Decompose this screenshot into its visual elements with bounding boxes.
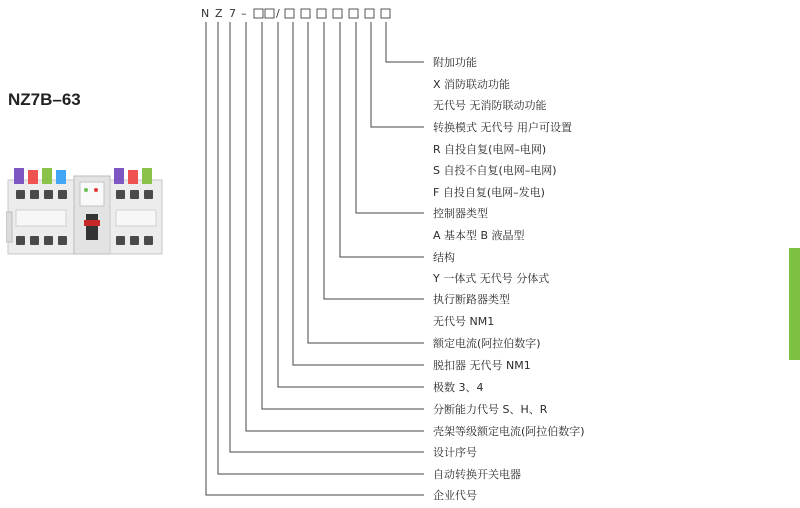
legend-item: 控制器类型 (433, 207, 488, 220)
legend-item: 企业代号 (433, 489, 477, 502)
code-legend (432, 55, 585, 502)
legend-item: 转换模式 无代号 用户可设置 (433, 121, 572, 134)
code-box (365, 9, 374, 18)
leader-line (218, 22, 424, 474)
code-box (349, 9, 358, 18)
code-char-dash: – (241, 7, 247, 20)
product-model-title: NZ7B–63 (8, 90, 81, 109)
code-box (317, 9, 326, 18)
leader-line (246, 22, 424, 431)
legend-item: Y 一体式 无代号 分体式 (433, 272, 550, 285)
leader-line (386, 22, 424, 62)
leader-line (308, 22, 424, 343)
leader-lines (206, 22, 424, 495)
code-box (301, 9, 310, 18)
legend-item: R 自投自复(电网–电网) (433, 143, 547, 156)
legend-item: 设计序号 (433, 446, 477, 459)
legend-item: 分断能力代号 S、H、R (433, 403, 548, 416)
legend-item: S 自投不自复(电网–电网) (433, 164, 557, 177)
legend-item: 脱扣器 无代号 NM1 (433, 359, 531, 372)
code-char-z: Z (215, 7, 224, 20)
leader-line (371, 22, 424, 127)
legend-item: 自动转换开关电器 (433, 468, 521, 481)
leader-line (293, 22, 424, 365)
legend-item: 极数 3、4 (433, 381, 484, 394)
leader-line (340, 22, 424, 257)
leader-line (206, 22, 424, 495)
leader-line (356, 22, 424, 213)
legend-item: A 基本型 B 液晶型 (433, 229, 525, 242)
legend-item: X 消防联动功能 (433, 78, 511, 91)
legend-item: 无代号 无消防联动功能 (433, 99, 547, 112)
leader-line (262, 22, 424, 409)
legend-item: 附加功能 (433, 56, 477, 69)
legend-item: 执行断路器类型 (433, 293, 510, 306)
code-box (285, 9, 294, 18)
legend-item: 结构 (433, 251, 455, 264)
legend-item: 额定电流(阿拉伯数字) (433, 337, 541, 350)
code-box (254, 9, 263, 18)
legend-item: 壳架等级额定电流(阿拉伯数字) (433, 425, 585, 438)
leader-line (278, 22, 424, 387)
code-box (265, 9, 274, 18)
model-code (201, 7, 390, 20)
code-slash: / (276, 7, 281, 20)
code-char-n: N (201, 7, 210, 20)
legend-item: F 自投自复(电网–发电) (433, 186, 545, 199)
legend-item: 无代号 NM1 (433, 315, 495, 328)
code-box (381, 9, 390, 18)
code-char-7: 7 (229, 7, 237, 20)
code-box (333, 9, 342, 18)
